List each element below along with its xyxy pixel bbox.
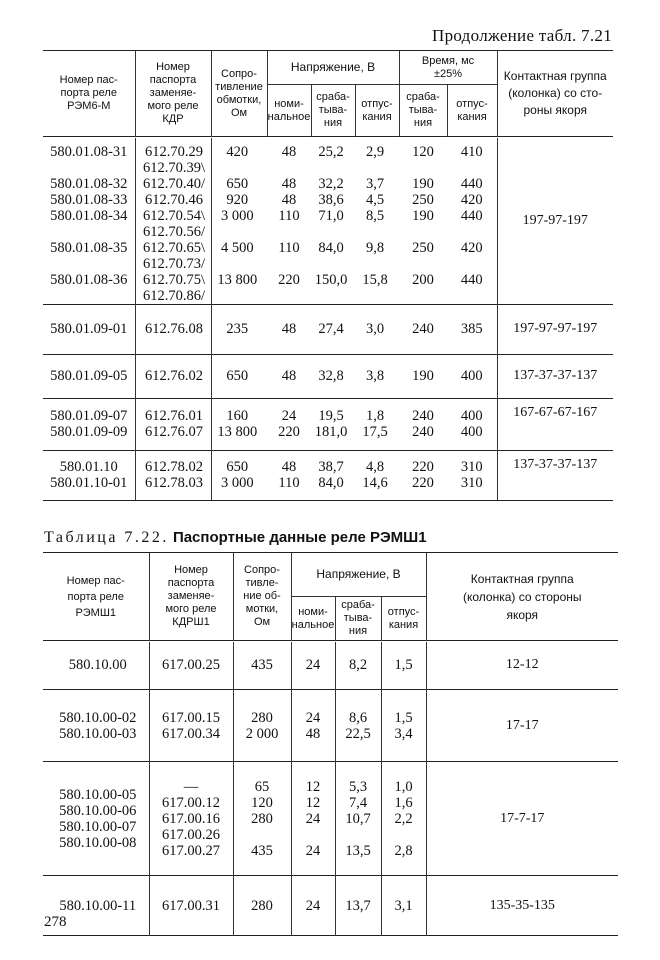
contact-group-cell: 137-37-37-137 xyxy=(497,354,613,398)
resistance-cell: 280 xyxy=(233,876,291,936)
resistance-cell: 420 650 920 3 000 4 500 13 800 xyxy=(211,138,267,305)
voltage-release-cell: 3,8 xyxy=(365,368,385,384)
replaced-cell: 612.76.08 xyxy=(135,304,211,354)
passport-cell: 580.01.09-07 580.01.09-09 xyxy=(50,408,128,440)
resistance-cell: 650 xyxy=(211,354,267,398)
header-voltage-nominal: номи- нальное xyxy=(267,85,311,137)
voltage-release-cell: 1,5 3,4 xyxy=(381,690,426,762)
voltage-operate-cell: 8,2 xyxy=(335,642,381,690)
voltage-operate-cell: 5,3 7,4 10,7 13,5 xyxy=(335,762,381,876)
time-release-cell: 310 310 xyxy=(460,459,483,491)
header-time-release: отпус- кания xyxy=(447,85,497,137)
passport-cell: 580.01.09-05 xyxy=(50,368,128,384)
voltage-nominal-cell: 48 xyxy=(281,321,297,337)
header-contact-group: Контактная группа (колонка) со стороны якоря xyxy=(426,553,618,641)
voltage-nominal-cell: 24 xyxy=(291,642,335,690)
table-row xyxy=(43,138,613,305)
voltage-release-cell: 3,1 xyxy=(381,876,426,936)
voltage-operate-cell: 32,8 xyxy=(318,368,344,384)
voltage-nominal-cell: 24 220 xyxy=(278,408,300,440)
replaced-cell: — 617.00.12 617.00.16 617.00.26 617.00.27 xyxy=(149,762,233,876)
time-operate-cell: 220 220 xyxy=(412,459,434,491)
header-replaced-relay: Номер паспорта заменяе- мого реле КДР xyxy=(135,51,211,137)
contact-group-cell: 17-17 xyxy=(426,690,618,762)
voltage-nominal-cell: 48 xyxy=(281,368,297,384)
voltage-nominal-cell: 48 110 xyxy=(278,459,300,491)
voltage-nominal-cell: 24 48 xyxy=(291,690,335,762)
voltage-operate-cell: 27,4 xyxy=(318,321,344,337)
replaced-cell: 612.76.01 612.76.07 xyxy=(135,398,211,450)
header-voltage-operate: сраба- тыва- ния xyxy=(335,597,381,641)
relay-table-7-22 xyxy=(43,552,618,936)
replaced-cell: 617.00.15 617.00.34 xyxy=(149,690,233,762)
voltage-operate-cell: 8,6 22,5 xyxy=(335,690,381,762)
voltage-nominal-cell: 12 12 24 24 xyxy=(291,762,335,876)
contact-group-cell: 12-12 xyxy=(426,642,618,690)
voltage-nominal-cell: 24 xyxy=(291,876,335,936)
header-voltage-nominal: номи- нальное xyxy=(291,597,335,641)
passport-cell: 580.10.00-11 xyxy=(59,897,137,914)
replaced-cell: 612.76.02 xyxy=(135,354,211,398)
passport-cell: 580.01.08-31 580.01.08-32 580.01.08-33 580.01.08-34 580.01.08-35 580.01.08-36 xyxy=(50,143,128,288)
resistance-cell: 435 xyxy=(233,642,291,690)
contact-group-cell: 17-7-17 xyxy=(426,762,618,876)
time-release-cell: 410 440 420 440 420 440 xyxy=(460,143,483,288)
header-resistance: Сопро- тивле- ние об- мотки, Ом xyxy=(233,553,291,641)
contact-group-cell: 137-37-37-137 xyxy=(497,450,613,500)
replaced-cell: 612.70.29 612.70.39\ 612.70.40/ 612.70.46 612.70.54\ 612.70.56/ 612.70.65\ 612.70.73/ 612.70.75\ 612.70.86/ xyxy=(135,138,211,305)
replaced-cell: 612.78.02 612.78.03 xyxy=(135,450,211,500)
table-caption-title: Паспортные данные реле РЭМШ1 xyxy=(172,529,427,546)
time-operate-cell: 120 190 250 190 250 200 xyxy=(412,143,434,288)
voltage-release-cell: 1,8 17,5 xyxy=(362,408,388,440)
voltage-nominal-cell: 48 48 48 110 110 220 xyxy=(278,143,300,288)
resistance-cell: 160 13 800 xyxy=(211,398,267,450)
voltage-release-cell: 4,8 14,6 xyxy=(362,459,388,491)
table-row xyxy=(43,762,618,876)
voltage-release-cell: 3,0 xyxy=(365,321,385,337)
passport-cell: 580.01.10 580.01.10-01 xyxy=(50,459,128,491)
passport-cell: 580.10.00-02 580.10.00-03 xyxy=(59,709,137,742)
resistance-cell: 235 xyxy=(211,304,267,354)
header-voltage-operate: сраба- тыва- ния xyxy=(311,85,355,137)
table-row xyxy=(43,450,613,500)
resistance-cell: 280 2 000 xyxy=(233,690,291,762)
resistance-cell: 650 3 000 xyxy=(211,450,267,500)
time-release-cell: 400 xyxy=(460,368,483,384)
contact-group-cell: 167-67-67-167 xyxy=(497,398,613,450)
voltage-release-cell: 1,5 xyxy=(381,642,426,690)
header-voltage: Напряжение, В xyxy=(291,553,426,597)
contact-group-cell: 197-97-197 xyxy=(497,138,613,305)
replaced-cell: 617.00.25 xyxy=(149,642,233,690)
voltage-operate-cell: 25,2 32,2 38,6 71,0 84,0 150,0 xyxy=(314,143,348,288)
header-time: Время, мс ±25% xyxy=(399,51,497,85)
passport-cell: 580.01.09-01 xyxy=(50,321,128,337)
table-row xyxy=(43,354,613,398)
header-contact-group: Контактная группа (колонка) со сто- роны якоря xyxy=(497,51,613,137)
passport-cell: 580.10.00-05 580.10.00-06 580.10.00-07 580.10.00-08 xyxy=(59,786,137,851)
contact-group-cell: 135-35-135 xyxy=(426,876,618,936)
contact-group-cell: 197-97-97-197 xyxy=(497,304,613,354)
replaced-cell: 617.00.31 xyxy=(149,876,233,936)
time-operate-cell: 240 xyxy=(412,321,434,337)
continuation-title: Продолжение табл. 7.21 xyxy=(432,26,612,45)
header-voltage: Напряжение, В xyxy=(267,51,399,85)
voltage-release-cell: 2,9 3,7 4,5 8,5 9,8 15,8 xyxy=(362,143,388,288)
table-caption-prefix: Таблица 7.22. xyxy=(44,529,169,546)
voltage-operate-cell: 38,7 84,0 xyxy=(318,459,344,491)
voltage-operate-cell: 19,5 181,0 xyxy=(314,408,348,440)
passport-cell: 580.10.00 xyxy=(68,657,127,674)
header-voltage-release: отпус- кания xyxy=(381,597,426,641)
header-voltage-release: отпус- кания xyxy=(355,85,399,137)
header-time-operate: сраба- тыва- ния xyxy=(399,85,447,137)
table-row xyxy=(43,642,618,690)
header-resistance: Сопро- тивление обмотки, Ом xyxy=(211,51,267,137)
table-row xyxy=(43,304,613,354)
header-replaced-relay: Номер паспорта заменяе- мого реле КДРШ1 xyxy=(149,553,233,641)
resistance-cell: 65 120 280 435 xyxy=(233,762,291,876)
table-caption xyxy=(44,529,427,547)
page-number: 278 xyxy=(44,914,67,930)
time-operate-cell: 190 xyxy=(412,368,434,384)
time-release-cell: 400 400 xyxy=(460,408,483,440)
time-release-cell: 385 xyxy=(460,321,483,337)
voltage-operate-cell: 13,7 xyxy=(335,876,381,936)
table-row xyxy=(43,690,618,762)
voltage-release-cell: 1,0 1,6 2,2 2,8 xyxy=(381,762,426,876)
relay-table-7-21 xyxy=(43,50,613,501)
header-passport: Номер пас- порта реле РЭМШ1 xyxy=(43,553,149,641)
time-operate-cell: 240 240 xyxy=(412,408,434,440)
table-row xyxy=(43,876,618,936)
header-passport: Номер пас- порта реле РЭМ6-М xyxy=(43,51,135,137)
table-row xyxy=(43,398,613,450)
